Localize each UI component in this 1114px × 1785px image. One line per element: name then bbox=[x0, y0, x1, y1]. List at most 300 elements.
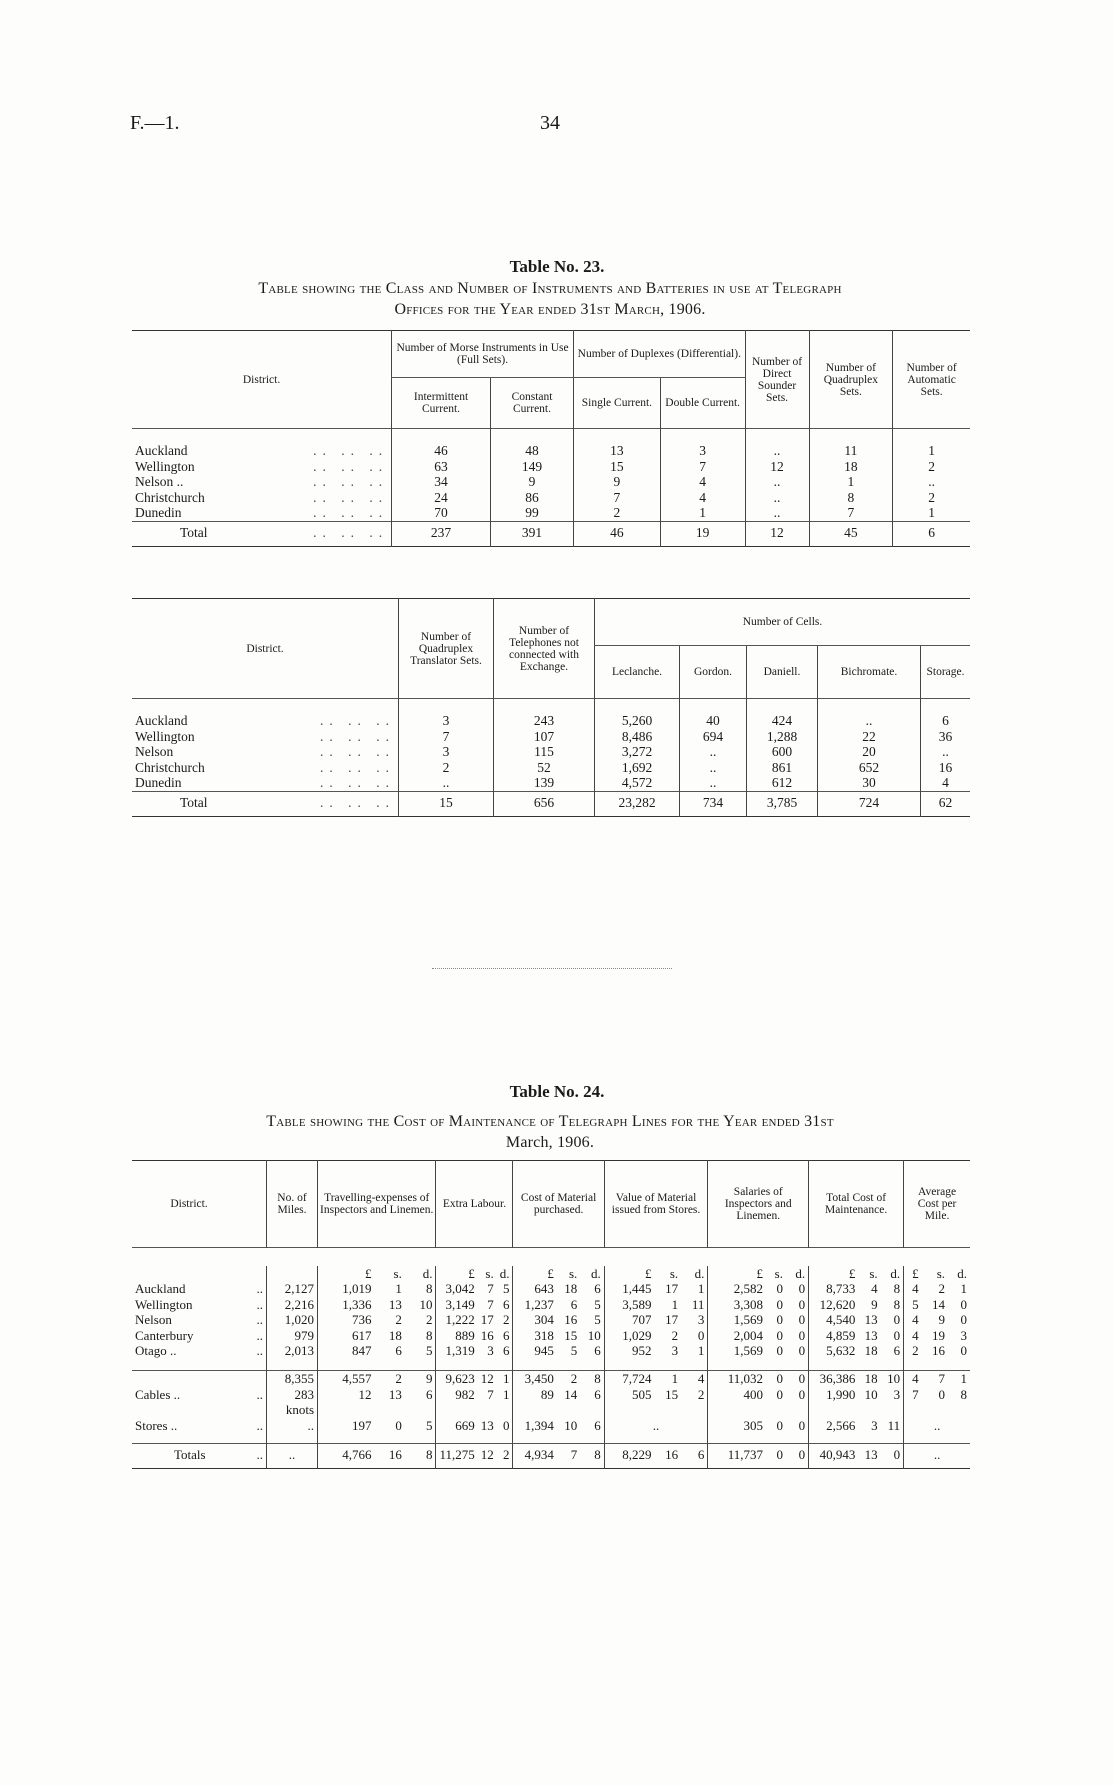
pounds-cell: 707 bbox=[604, 1312, 654, 1328]
pounds-cell: 945 bbox=[513, 1343, 557, 1359]
unit-pence: d. bbox=[957, 1265, 967, 1281]
shillings-cell: 6 bbox=[395, 1343, 402, 1358]
pence-cell: 4 bbox=[697, 1371, 705, 1386]
pence-cell: 1 bbox=[697, 1281, 705, 1296]
unit-pounds: £ bbox=[904, 1266, 922, 1282]
unit-pence: d. bbox=[422, 1265, 433, 1281]
unit-pounds: £ bbox=[708, 1266, 766, 1282]
pence-cell: 6 bbox=[425, 1386, 433, 1402]
table-cell: 6 bbox=[921, 713, 971, 729]
table-cell: 2 bbox=[399, 760, 494, 776]
table-cell: 1 bbox=[809, 474, 893, 490]
table-row bbox=[132, 443, 970, 459]
pence-cell: 5 bbox=[425, 1343, 433, 1358]
shillings-cell: 13 bbox=[864, 1312, 878, 1327]
district-name: Dunedin bbox=[135, 505, 182, 520]
document-code: F.—1. bbox=[130, 112, 180, 134]
shillings-cell: 0 bbox=[776, 1371, 783, 1386]
unit-pounds: £ bbox=[513, 1266, 557, 1282]
pounds-cell: 4,766 bbox=[318, 1443, 375, 1469]
pence-cell: 6 bbox=[893, 1343, 901, 1358]
shillings-cell: 1 bbox=[671, 1371, 679, 1386]
miles-cell: 8,355 bbox=[267, 1371, 318, 1387]
district-name: Wellington bbox=[135, 728, 195, 744]
table-cell: 3 bbox=[399, 744, 494, 760]
leader-dots: .. .. .. bbox=[320, 713, 395, 728]
table-row bbox=[132, 1343, 970, 1359]
pence-cell: 0 bbox=[893, 1446, 901, 1462]
col-telephones: Number of Telephones not connected with Exchange. bbox=[494, 599, 595, 699]
shillings-cell: 19 bbox=[932, 1327, 946, 1343]
table-cell: 23,282 bbox=[595, 791, 680, 817]
pounds-cell: 3,149 bbox=[436, 1297, 478, 1313]
table-cell: 2 bbox=[574, 505, 661, 521]
col-constant: Constant Current. bbox=[490, 378, 573, 429]
pence-cell: 8 bbox=[425, 1446, 433, 1462]
table-24-caption-line1: Table showing the Cost of Maintenance of Telegraph Lines for the Year ended 31st bbox=[266, 1113, 834, 1130]
shillings-cell: 6 bbox=[570, 1296, 578, 1312]
table-cell: 656 bbox=[494, 791, 595, 817]
shillings-cell: 0 bbox=[776, 1327, 783, 1343]
pounds-cell: 11,737 bbox=[708, 1443, 766, 1469]
table-cell: 22 bbox=[818, 729, 921, 745]
pounds-cell: 7,724 bbox=[604, 1371, 654, 1387]
table-cell: 115 bbox=[494, 744, 595, 760]
table-row bbox=[132, 744, 970, 760]
col-district: District. bbox=[170, 1198, 208, 1210]
pounds-cell: 1,319 bbox=[436, 1343, 478, 1359]
pounds-cell: 1,990 bbox=[809, 1387, 859, 1403]
table-cell: 12 bbox=[745, 459, 809, 475]
pence-cell: 3 bbox=[697, 1312, 705, 1327]
leader-dots: .. .. .. bbox=[320, 794, 395, 810]
miles-cell: .. bbox=[267, 1443, 318, 1469]
table-cell: .. bbox=[745, 474, 809, 490]
table-cell: 52 bbox=[494, 760, 595, 776]
pounds-cell: 982 bbox=[436, 1387, 478, 1403]
col-average-cost: Average Cost per Mile. bbox=[904, 1161, 970, 1248]
district-name: Nelson bbox=[135, 1312, 172, 1327]
district-name: Otago .. bbox=[135, 1343, 177, 1358]
shillings-cell: 16 bbox=[564, 1312, 578, 1327]
table-cell: 4,572 bbox=[595, 775, 680, 791]
average-cell: .. bbox=[904, 1418, 970, 1434]
unit-pounds: £ bbox=[809, 1266, 859, 1282]
pounds-cell: 197 bbox=[318, 1418, 375, 1434]
table-cell: 9 bbox=[490, 474, 573, 490]
table-cell: 45 bbox=[809, 521, 893, 547]
pence-cell: 2 bbox=[502, 1312, 510, 1327]
leader-dots: .. .. .. bbox=[313, 474, 389, 489]
table-cell: 4 bbox=[921, 775, 971, 791]
unit-pounds: £ bbox=[604, 1266, 654, 1282]
pounds-cell: 4 bbox=[904, 1371, 922, 1387]
table-cell: 424 bbox=[747, 713, 818, 729]
miles-unit: knots bbox=[267, 1402, 318, 1418]
shillings-cell: 3 bbox=[487, 1343, 494, 1358]
pounds-cell: 4 bbox=[904, 1328, 922, 1344]
pence-cell: 8 bbox=[594, 1446, 601, 1462]
shillings-cell: 15 bbox=[564, 1327, 578, 1343]
table-cell: 63 bbox=[392, 459, 491, 475]
pounds-cell: 4,859 bbox=[809, 1328, 859, 1344]
pence-cell: 0 bbox=[798, 1371, 806, 1386]
pounds-cell: 4,934 bbox=[513, 1443, 557, 1469]
col-travelling: Travelling-expenses of Inspectors and Linemen. bbox=[318, 1161, 436, 1248]
table-cell: 13 bbox=[574, 443, 661, 459]
table-23-caption-line1: Table showing the Class and Number of Instruments and Batteries in use at Telegraph bbox=[258, 280, 842, 297]
table-cell: 20 bbox=[818, 744, 921, 760]
pounds-cell: 7 bbox=[904, 1387, 922, 1403]
miles-cell: 2,013 bbox=[267, 1343, 318, 1359]
page-number: 34 bbox=[540, 112, 560, 134]
shillings-cell: 17 bbox=[665, 1281, 679, 1296]
pounds-cell: 4,540 bbox=[809, 1312, 859, 1328]
table-cell: .. bbox=[680, 744, 747, 760]
table-row-cables bbox=[132, 1387, 970, 1403]
table-cell: 107 bbox=[494, 729, 595, 745]
table-row bbox=[132, 760, 970, 776]
shillings-cell: 16 bbox=[480, 1327, 494, 1343]
pence-cell: 1 bbox=[960, 1281, 967, 1296]
pounds-cell: 1,394 bbox=[513, 1418, 557, 1434]
shillings-cell: 14 bbox=[932, 1296, 946, 1312]
shillings-cell: 9 bbox=[938, 1312, 946, 1327]
leader-dots: .. .. .. bbox=[313, 505, 389, 520]
table-cell: .. bbox=[921, 744, 971, 760]
shillings-cell: 7 bbox=[487, 1296, 494, 1312]
pence-cell: 6 bbox=[502, 1343, 510, 1358]
pounds-cell: 318 bbox=[513, 1328, 557, 1344]
pounds-cell: 12 bbox=[318, 1387, 375, 1403]
table-cell: 3,785 bbox=[747, 791, 818, 817]
leader-dots: .. bbox=[256, 1281, 263, 1296]
pounds-cell: 847 bbox=[318, 1343, 375, 1359]
pence-cell: 10 bbox=[587, 1327, 601, 1343]
leader-dots: .. bbox=[256, 1312, 263, 1327]
table-cell: 3,272 bbox=[595, 744, 680, 760]
total-label: Total bbox=[180, 794, 208, 810]
leader-dots: .. .. .. bbox=[320, 744, 395, 759]
pounds-cell: 4 bbox=[904, 1312, 922, 1328]
miles-cell: 979 bbox=[267, 1328, 318, 1344]
pounds-cell: 3,042 bbox=[436, 1281, 478, 1297]
col-morse: Number of Morse Instruments in Use (Full Sets). bbox=[392, 331, 574, 378]
shillings-cell: 10 bbox=[864, 1386, 878, 1402]
miles-cell: 2,216 bbox=[267, 1297, 318, 1313]
pence-cell: 8 bbox=[960, 1386, 967, 1402]
pounds-cell: 736 bbox=[318, 1312, 375, 1328]
pence-cell: 8 bbox=[893, 1281, 901, 1296]
table-cell: 237 bbox=[392, 521, 491, 547]
shillings-cell: 3 bbox=[871, 1417, 878, 1433]
table-cell: 34 bbox=[392, 474, 491, 490]
miles-cell: 1,020 bbox=[267, 1312, 318, 1328]
table-cell: 2 bbox=[893, 459, 970, 475]
pence-cell: 0 bbox=[960, 1296, 967, 1312]
pence-cell: 0 bbox=[798, 1386, 806, 1402]
shillings-cell: 18 bbox=[864, 1343, 878, 1358]
pence-cell: 0 bbox=[798, 1327, 806, 1343]
table-23-caption-line2: Offices for the Year ended 31st March, 1906. bbox=[394, 301, 706, 318]
pence-cell: 8 bbox=[425, 1327, 433, 1343]
table-cell: 99 bbox=[490, 505, 573, 521]
leader-dots: .. .. .. bbox=[320, 775, 395, 790]
pounds-cell: 2,004 bbox=[708, 1328, 766, 1344]
pounds-cell: 617 bbox=[318, 1328, 375, 1344]
table-cell: 5,260 bbox=[595, 713, 680, 729]
table-row bbox=[132, 729, 970, 745]
pence-cell: 10 bbox=[887, 1371, 901, 1386]
table-cell: 15 bbox=[574, 459, 661, 475]
col-single: Single Current. bbox=[574, 378, 661, 429]
district-name: Wellington bbox=[135, 1296, 193, 1312]
leader-dots: .. bbox=[256, 1386, 263, 1402]
table-cell: 8,486 bbox=[595, 729, 680, 745]
leader-dots: .. .. .. bbox=[320, 728, 395, 744]
col-value-material: Value of Material issued from Stores. bbox=[604, 1161, 708, 1248]
col-intermittent: Intermittent Current. bbox=[392, 378, 491, 429]
district-name: Canterbury bbox=[135, 1327, 194, 1343]
col-storage: Storage. bbox=[921, 646, 971, 699]
col-district: District. bbox=[242, 373, 281, 386]
shillings-cell: 0 bbox=[776, 1296, 783, 1312]
subtotal-row bbox=[132, 1371, 970, 1387]
pence-cell: 0 bbox=[798, 1281, 806, 1296]
shillings-cell: 2 bbox=[395, 1371, 402, 1386]
table-cell: 7 bbox=[574, 490, 661, 506]
table-24-caption-line2: March, 1906. bbox=[505, 1134, 595, 1151]
table-cell: 1 bbox=[893, 443, 970, 459]
shillings-cell: 0 bbox=[776, 1343, 783, 1358]
table-row bbox=[132, 1328, 970, 1344]
shillings-cell: 13 bbox=[480, 1417, 494, 1433]
pounds-cell: 4 bbox=[904, 1281, 922, 1297]
col-leclanche: Leclanche. bbox=[595, 646, 680, 699]
pence-cell: 0 bbox=[798, 1446, 806, 1462]
pence-cell: 6 bbox=[594, 1281, 601, 1296]
pence-cell: 6 bbox=[502, 1327, 510, 1343]
table-cell: .. bbox=[745, 443, 809, 459]
pence-cell: 8 bbox=[594, 1371, 601, 1386]
shillings-cell: 18 bbox=[864, 1371, 878, 1386]
district-name: Dunedin bbox=[135, 775, 182, 790]
table-cell: .. bbox=[680, 760, 747, 776]
miles-cell: 2,127 bbox=[267, 1281, 318, 1297]
table-cell: 734 bbox=[680, 791, 747, 817]
shillings-cell: 12 bbox=[480, 1446, 494, 1462]
pence-cell: 0 bbox=[502, 1417, 510, 1433]
leader-dots: .. .. .. bbox=[313, 489, 389, 505]
unit-shillings: s. bbox=[669, 1265, 679, 1281]
pence-cell: 8 bbox=[893, 1296, 901, 1312]
table-cell: 12 bbox=[745, 521, 809, 547]
pence-cell: 5 bbox=[425, 1417, 433, 1433]
col-district: District. bbox=[246, 642, 284, 655]
table-23-title: Table No. 23. bbox=[509, 257, 605, 276]
leader-dots: .. .. .. bbox=[313, 458, 389, 474]
shillings-cell: 2 bbox=[671, 1327, 679, 1343]
col-bichromate: Bichromate. bbox=[818, 646, 921, 699]
table-row bbox=[132, 490, 970, 506]
shillings-cell: 0 bbox=[776, 1446, 783, 1462]
pounds-cell: 400 bbox=[708, 1387, 766, 1403]
pence-cell: 0 bbox=[798, 1343, 806, 1358]
pence-cell: 0 bbox=[697, 1327, 705, 1343]
pounds-cell: 643 bbox=[513, 1281, 557, 1297]
col-duplex: Number of Duplexes (Differential). bbox=[574, 331, 746, 378]
table-23-caption bbox=[130, 278, 970, 320]
pounds-cell: 669 bbox=[436, 1418, 478, 1434]
shillings-cell: 7 bbox=[938, 1371, 946, 1386]
unit-pence: d. bbox=[694, 1265, 705, 1281]
pence-cell: 10 bbox=[419, 1296, 433, 1312]
section-divider bbox=[432, 968, 672, 969]
shillings-cell: 16 bbox=[388, 1446, 402, 1462]
shillings-cell: 0 bbox=[938, 1386, 946, 1402]
district-name: Auckland bbox=[135, 1281, 186, 1296]
total-row bbox=[132, 791, 970, 817]
pence-cell: 3 bbox=[893, 1386, 901, 1402]
table-cell: 1,288 bbox=[747, 729, 818, 745]
pounds-cell: 1,019 bbox=[318, 1281, 375, 1297]
pounds-cell: 2,566 bbox=[809, 1418, 859, 1434]
miles-cell: 283 bbox=[267, 1387, 318, 1403]
table-cell: 139 bbox=[494, 775, 595, 791]
table-23-part1 bbox=[132, 330, 970, 547]
table-24-caption bbox=[130, 1111, 970, 1153]
table-cell: 70 bbox=[392, 505, 491, 521]
units-row bbox=[132, 1266, 970, 1282]
pounds-cell: 4,557 bbox=[318, 1371, 375, 1387]
table-row bbox=[132, 1297, 970, 1313]
pence-cell: 9 bbox=[425, 1371, 433, 1386]
pounds-cell: 36,386 bbox=[809, 1371, 859, 1387]
table-cell: 9 bbox=[574, 474, 661, 490]
unit-pence: d. bbox=[590, 1265, 601, 1281]
table-cell: 652 bbox=[818, 760, 921, 776]
total-row bbox=[132, 521, 970, 547]
table-cell: 48 bbox=[490, 443, 573, 459]
shillings-cell: 14 bbox=[564, 1386, 578, 1402]
shillings-cell: 13 bbox=[388, 1386, 402, 1402]
table-cell: .. bbox=[745, 490, 809, 506]
table-cell: 30 bbox=[818, 775, 921, 791]
table-cell: 3 bbox=[399, 713, 494, 729]
table-row bbox=[132, 505, 970, 521]
table-cell: 1 bbox=[660, 505, 745, 521]
col-gordon: Gordon. bbox=[680, 646, 747, 699]
district-name: Nelson .. bbox=[135, 474, 184, 489]
total-label: Total bbox=[180, 524, 208, 540]
pounds-cell: 1,445 bbox=[604, 1281, 654, 1297]
table-cell: 243 bbox=[494, 713, 595, 729]
shillings-cell: 0 bbox=[776, 1312, 783, 1327]
table-24 bbox=[132, 1160, 970, 1469]
pence-cell: 6 bbox=[594, 1343, 601, 1358]
unit-pence: d. bbox=[499, 1265, 510, 1281]
table-cell: 8 bbox=[809, 490, 893, 506]
miles-cell: .. bbox=[267, 1418, 318, 1434]
table-cell: 40 bbox=[680, 713, 747, 729]
table-cell: 694 bbox=[680, 729, 747, 745]
shillings-cell: 7 bbox=[570, 1446, 578, 1462]
district-name: Christchurch bbox=[135, 759, 205, 775]
table-cell: 15 bbox=[399, 791, 494, 817]
pounds-cell: 3,450 bbox=[513, 1371, 557, 1387]
col-translator-sets: Number of Quadruplex Translator Sets. bbox=[399, 599, 494, 699]
table-cell: .. bbox=[893, 474, 970, 490]
unit-pence: d. bbox=[795, 1265, 806, 1281]
table-cell: .. bbox=[745, 505, 809, 521]
col-miles: No. of Miles. bbox=[267, 1161, 318, 1248]
shillings-cell: 15 bbox=[665, 1386, 679, 1402]
pounds-cell: 952 bbox=[604, 1343, 654, 1359]
pence-cell: 0 bbox=[798, 1417, 806, 1433]
pounds-cell: 8,229 bbox=[604, 1443, 654, 1469]
pounds-cell: 1,222 bbox=[436, 1312, 478, 1328]
shillings-cell: 16 bbox=[932, 1343, 946, 1358]
pence-cell: 5 bbox=[594, 1296, 601, 1312]
shillings-cell: 0 bbox=[395, 1417, 402, 1433]
district-name: Stores .. bbox=[135, 1417, 178, 1433]
shillings-cell: 4 bbox=[871, 1281, 878, 1296]
shillings-cell: 0 bbox=[776, 1281, 783, 1296]
district-name: Cables .. bbox=[135, 1386, 181, 1402]
pounds-cell: 2 bbox=[904, 1343, 922, 1359]
unit-shillings: s. bbox=[869, 1265, 878, 1281]
leader-dots: .. bbox=[256, 1327, 263, 1343]
pounds-cell: 505 bbox=[604, 1387, 654, 1403]
shillings-cell: 0 bbox=[776, 1417, 783, 1433]
col-direct-sounder: Number of Direct Sounder Sets. bbox=[745, 331, 809, 429]
pounds-cell: 3,589 bbox=[604, 1297, 654, 1313]
shillings-cell: 3 bbox=[671, 1343, 679, 1358]
pounds-cell: 5 bbox=[904, 1297, 922, 1313]
leader-dots: .. .. .. bbox=[313, 524, 389, 540]
table-cell: 46 bbox=[574, 521, 661, 547]
pence-cell: 0 bbox=[960, 1343, 967, 1358]
shillings-cell: 7 bbox=[487, 1281, 494, 1296]
pounds-cell: 2,582 bbox=[708, 1281, 766, 1297]
col-daniell: Daniell. bbox=[747, 646, 818, 699]
shillings-cell: 0 bbox=[776, 1386, 783, 1402]
shillings-cell: 13 bbox=[864, 1446, 878, 1462]
district-name: Christchurch bbox=[135, 489, 205, 505]
leader-dots: .. bbox=[256, 1446, 263, 1462]
table-row bbox=[132, 459, 970, 475]
table-23-part2 bbox=[132, 598, 970, 817]
pounds-cell: 40,943 bbox=[809, 1443, 859, 1469]
district-name: Nelson bbox=[135, 744, 174, 759]
table-row-stores bbox=[132, 1418, 970, 1434]
pounds-cell: 11,275 bbox=[436, 1443, 478, 1469]
table-cell: 46 bbox=[392, 443, 491, 459]
table-cell: 600 bbox=[747, 744, 818, 760]
pounds-cell: 1,569 bbox=[708, 1312, 766, 1328]
table-cell: 11 bbox=[809, 443, 893, 459]
pence-cell: 1 bbox=[502, 1386, 510, 1402]
table-cell: 19 bbox=[660, 521, 745, 547]
table-cell: 16 bbox=[921, 760, 971, 776]
table-cell: 861 bbox=[747, 760, 818, 776]
pounds-cell: 12,620 bbox=[809, 1297, 859, 1313]
shillings-cell: 7 bbox=[487, 1386, 494, 1402]
district-name: Auckland bbox=[135, 443, 188, 458]
unit-pounds: £ bbox=[318, 1266, 375, 1282]
table-cell: 36 bbox=[921, 729, 971, 745]
average-cell: .. bbox=[904, 1443, 970, 1469]
